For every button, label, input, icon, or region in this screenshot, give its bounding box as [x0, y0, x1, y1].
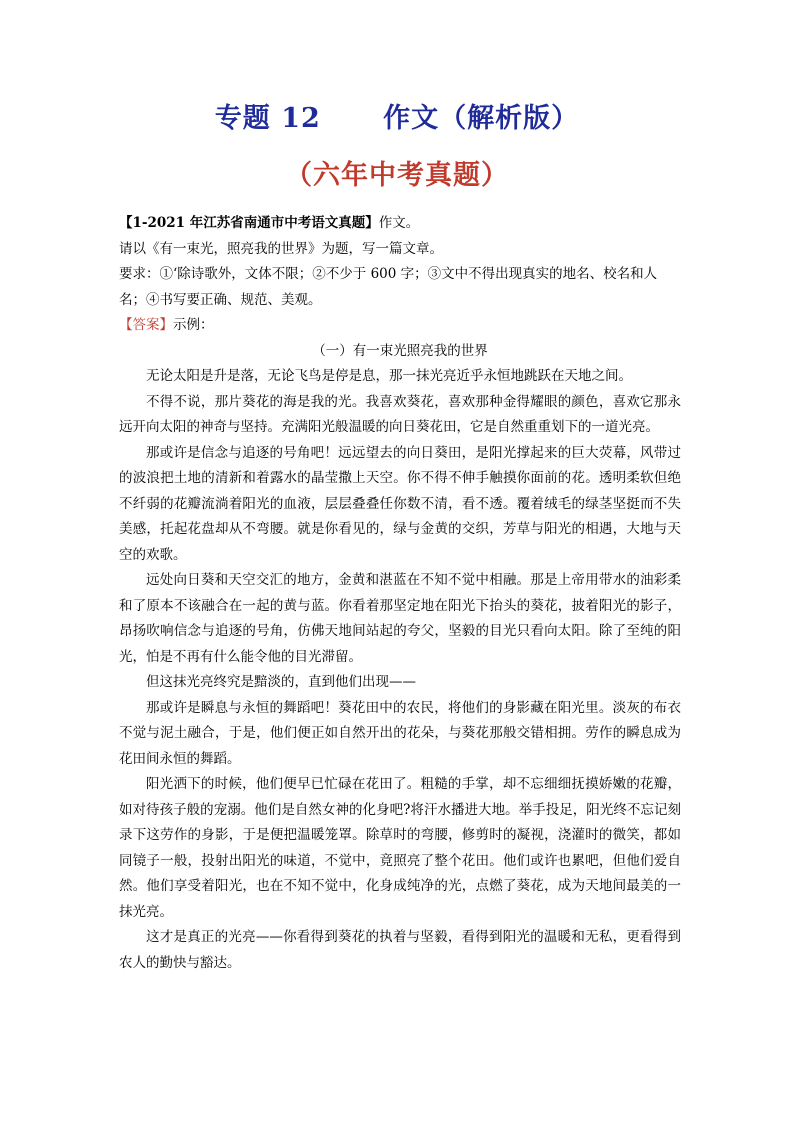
question-prompt: 请以《有一束光，照亮我的世界》为题，写一篇文章。	[119, 240, 443, 257]
essay-paragraph: 阳光洒下的时候，他们便早已忙碌在花田了。粗糙的手掌，却不忘细细抚摸娇嫩的花瓣，如对待孩子般的宠溺。他们是自然女神的化身吧?将汗水播进大地。举手投足，阳光终不忘记刻录下这劳作的身影，于是便把温暖笼罩。除草时的弯腰，修剪时的凝视，浇灌时的微笑，都如同镜子一般，投射出阳光的味道，不觉中，竟照亮了整个花田。他们或许也累吧，但他们爱自然。他们享受着阳光，也在不知不觉中，化身成纯净的光，点燃了葵花，成为天地间最美的一抹光亮。	[119, 776, 681, 920]
essay-paragraph: 那或许是信念与追逐的号角吧！远远望去的向日葵田，是阳光撑起来的巨大荧幕，风带过的波浪把土地的清新和着露水的晶莹撒上天空。你不得不伸手触摸你面前的花。透明柔软但绝不纤弱的花瓣流淌着阳光的血液，层层叠叠任你数不清，看不透。覆着绒毛的绿茎坚挺而不失美感，托起花盘却从不弯腰。就是你看见的，绿与金黄的交织，芳草与阳光的相遇，大地与天空的欢歌。	[119, 444, 681, 563]
essay-paragraph: 不得不说，那片葵花的海是我的光。我喜欢葵花，喜欢那种金得耀眼的颜色，喜欢它那永远开向太阳的神奇与坚持。充满阳光般温暖的向日葵花田，它是自然重重划下的一道光亮。	[119, 393, 681, 435]
essay-paragraph: 这才是真正的光亮——你看得到葵花的执着与坚毅，看得到阳光的温暖和无私，更看得到农人的勤快与豁达。	[119, 929, 681, 971]
essay-paragraph: 但这抹光亮终究是黯淡的，直到他们出现——	[146, 674, 416, 690]
question-label: 作文。	[378, 215, 420, 231]
essay-paragraph: 无论太阳是升是落，无论飞鸟是停是息，那一抹光亮近乎永恒地跳跃在天地之间。	[146, 368, 632, 384]
essay-paragraph: 远处向日葵和天空交汇的地方，金黄和湛蓝在不知不觉中相融。那是上帝用带水的油彩柔和了原本不该融合在一起的黄与蓝。你看着那坚定地在阳光下抬头的葵花，披着阳光的影子，昂扬吹响信念与追逐的号角，仿佛天地间站起的夸父，坚毅的目光只看向太阳。除了至纯的阳光，怕是不再有什么能令他的目光滞留。	[119, 572, 681, 665]
question-line	[119, 211, 681, 237]
document-subtitle: （六年中考真题）	[285, 160, 509, 191]
document-title: 专题 12 作文（解析版）	[214, 103, 580, 134]
document-body	[119, 211, 681, 976]
answer-line	[119, 313, 681, 339]
question-requirements-2: 名；④书写要正确、规范、美观。	[119, 291, 322, 308]
essay-title: （一）有一束光照亮我的世界	[312, 342, 488, 359]
answer-tag: 【答案】	[119, 317, 173, 333]
question-source: 【1-2021 年江苏省南通市中考语文真题】	[119, 215, 379, 231]
essay-paragraph: 那或许是瞬息与永恒的舞蹈吧！葵花田中的农民，将他们的身影藏在阳光里。淡灰的布衣不觉与泥土融合，于是，他们便正如自然开出的花朵，与葵花那般交错相拥。劳作的瞬息成为花田间永恒的舞蹈。	[119, 699, 681, 767]
question-requirements-1: 要求：①‘除诗歌外，文体不限；②不少于 600 字；③文中不得出现真实的地名、校名和人	[119, 266, 658, 282]
answer-label: 示例：	[173, 317, 214, 333]
